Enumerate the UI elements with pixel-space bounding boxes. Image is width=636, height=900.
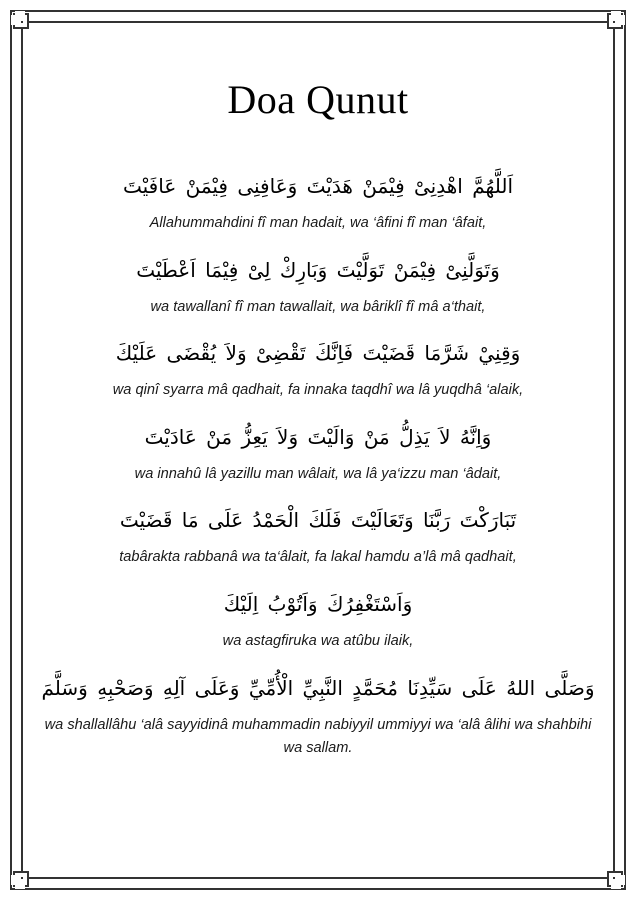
knot-weave-gap	[15, 885, 25, 889]
transliteration-line: wa qinî syarra mâ qadhait, fa innaka taqdhî wa lâ yuqdhâ ‘alaik,	[112, 382, 524, 399]
arabic-line: تَبَارَكْتَ رَبَّنَا وَتَعَالَيْتَ فَلَكَ الْحَمْدُ عَلَى مَا قَضَيْتَ	[119, 508, 517, 533]
verse-block	[34, 585, 602, 653]
knot-weave-gap	[609, 875, 613, 881]
knot-weave-gap	[11, 15, 15, 25]
knot-weave-gap	[23, 875, 27, 881]
knot-weave-gap	[19, 23, 25, 27]
knot-weave-gap	[611, 873, 617, 877]
arabic-line: وَقِنِيْ شَرَّمَا قَضَيْتَ فَاِنَّكَ تَقْضِىْ وَلاَ يُقْضَى عَلَيْكَ	[115, 341, 521, 366]
knot-weave-gap	[609, 19, 613, 25]
verse-block	[34, 501, 602, 569]
knot-weave-gap	[23, 19, 27, 25]
arabic-line: اَللَّهُمَّ اهْدِنِىْ فِيْمَنْ هَدَيْتَ وَعَافِنِى فِيْمَنْ عَافَيْتَ	[122, 174, 513, 198]
transliteration-line: wa innahû lâ yazillu man wâlait, wa lâ ya‘izzu man ‘âdait,	[134, 465, 502, 482]
knot-weave-gap	[11, 875, 15, 885]
transliteration-line: wa shallallâhu ‘alâ sayyidinâ muhammadin nabiyyil ummiyyi wa ‘alâ âlihi wa shahbihi wa sallam.	[44, 716, 592, 756]
knot-weave-gap	[611, 11, 621, 15]
page-title: Doa Qunut	[227, 77, 409, 122]
corner-knot-bottom-right-icon	[607, 871, 623, 887]
knot-weave-gap	[611, 23, 617, 27]
document-content	[34, 34, 602, 866]
knot-weave-gap	[611, 885, 621, 889]
knot-weave-gap	[15, 11, 25, 15]
verse-block	[34, 334, 602, 402]
verse-block	[34, 167, 602, 235]
verse-block	[34, 418, 602, 486]
knot-weave-gap	[19, 873, 25, 877]
transliteration-line: tabârakta rabbanâ wa ta‘âlait, fa lakal hamdu a’lâ mâ qadhait,	[119, 549, 517, 566]
corner-knot-bottom-left-icon	[13, 871, 29, 887]
arabic-line: وَصَلَّى اللهُ عَلَى سَيِّدِنَا مُحَمَّدٍ النَّبِيِّ الْأُمِّيِّ وَعَلَى آلِهِ وَصَحْبِهِ وَسَلَّمَ	[41, 675, 595, 700]
verse-block	[34, 251, 602, 319]
arabic-line: وَاَسْتَغْفِرُكَ وَاَتُوْبُ اِلَيْكَ	[223, 592, 413, 617]
transliteration-line: Allahummahdini fî man hadait, wa ‘âfini fî man ‘âfait,	[149, 215, 487, 231]
verse-block	[34, 669, 602, 761]
knot-weave-gap	[621, 15, 625, 25]
arabic-line: وَاِنَّهُ لاَ يَذِلُّ مَنْ وَالَيْتَ وَلاَ يَعِزُّ مَنْ عَادَيْتَ	[144, 424, 492, 449]
knot-weave-gap	[621, 875, 625, 885]
transliteration-line: wa astagfiruka wa atûbu ilaik,	[222, 633, 414, 650]
verse-list	[34, 167, 602, 776]
corner-knot-top-right-icon	[607, 13, 623, 29]
corner-knot-top-left-icon	[13, 13, 29, 29]
arabic-line: وَتَوَلَّنِىْ فِيْمَنْ تَوَلَّيْتَ وَبَارِكْ لِىْ فِيْمَا اَعْطَيْتَ	[136, 257, 500, 282]
transliteration-line: wa tawallanî fî man tawallait, wa bâriklî fî mâ a‘thait,	[150, 298, 486, 315]
